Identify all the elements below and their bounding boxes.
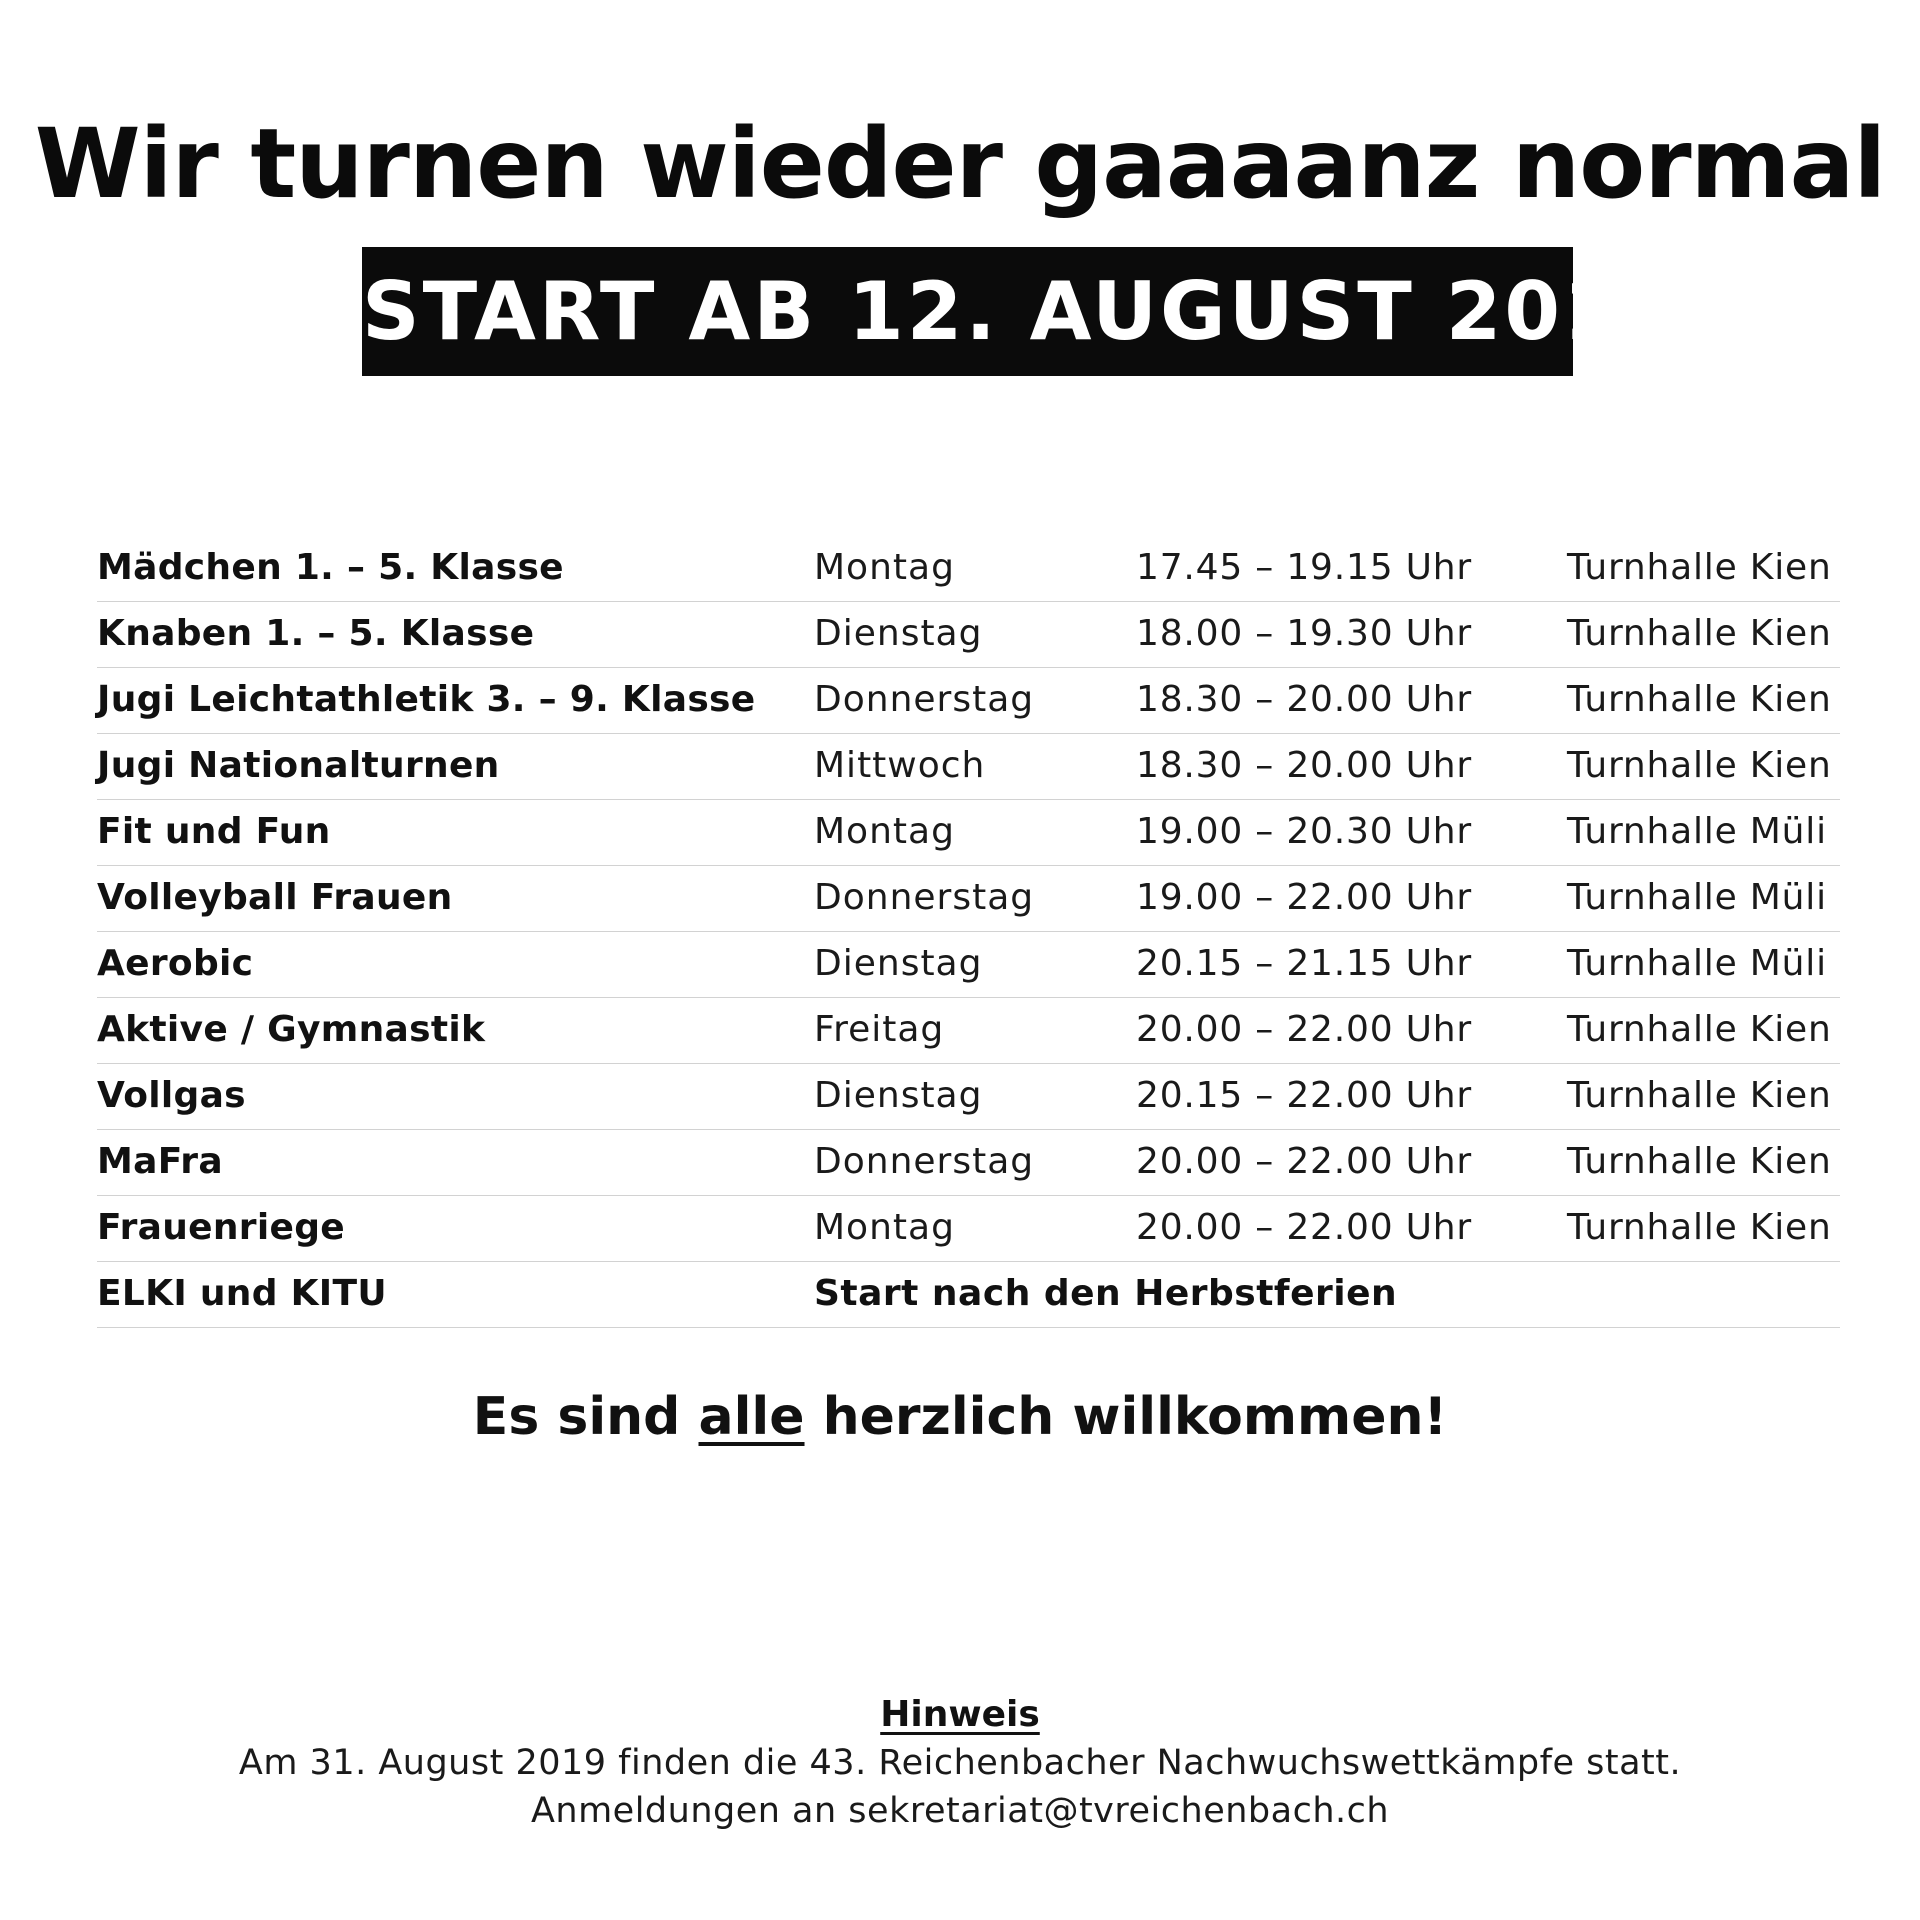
notice-line-registration: Anmeldungen an sekretariat@tvreichenbach.ch: [530, 1791, 1390, 1831]
gym-location: Turnhalle Kien: [1567, 1009, 1832, 1050]
group-name: ELKI und KITU: [97, 1273, 387, 1314]
time-range: 18.30 – 20.00 Uhr: [1136, 745, 1473, 786]
schedule-row: [97, 800, 1840, 866]
schedule-row: [97, 1196, 1840, 1262]
gym-location: Turnhalle Kien: [1567, 1141, 1832, 1182]
schedule-row: [97, 602, 1840, 668]
time-range: 20.00 – 22.00 Uhr: [1136, 1009, 1473, 1050]
gym-location: Turnhalle Müli: [1567, 877, 1827, 918]
group-name: Knaben 1. – 5. Klasse: [97, 613, 535, 654]
weekday: Donnerstag: [814, 877, 1035, 918]
group-name: Aerobic: [97, 943, 254, 984]
schedule-note: Start nach den Herbstferien: [814, 1273, 1398, 1314]
weekday: Donnerstag: [814, 1141, 1035, 1182]
weekday: Mittwoch: [814, 745, 986, 786]
gym-location: Turnhalle Kien: [1567, 1207, 1832, 1248]
training-schedule: [97, 536, 1840, 1328]
welcome-text-before: Es sind: [472, 1387, 699, 1447]
schedule-row: [97, 932, 1840, 998]
schedule-row: [97, 536, 1840, 602]
time-range: 19.00 – 20.30 Uhr: [1136, 811, 1473, 852]
time-range: 20.00 – 22.00 Uhr: [1136, 1141, 1473, 1182]
group-name: Frauenriege: [97, 1207, 346, 1248]
welcome-message: [0, 1382, 1920, 1452]
gym-location: Turnhalle Kien: [1567, 745, 1832, 786]
weekday: Dienstag: [814, 1075, 983, 1116]
time-range: 18.00 – 19.30 Uhr: [1136, 613, 1473, 654]
weekday: Montag: [814, 547, 955, 588]
group-name: Mädchen 1. – 5. Klasse: [97, 547, 564, 588]
group-name: Aktive / Gymnastik: [97, 1009, 486, 1050]
gym-location: Turnhalle Kien: [1567, 613, 1832, 654]
headline: Wir turnen wieder gaaaanz normal: [34, 108, 1886, 220]
time-range: 18.30 – 20.00 Uhr: [1136, 679, 1473, 720]
gym-location: Turnhalle Kien: [1567, 1075, 1832, 1116]
schedule-row: [97, 1064, 1840, 1130]
gym-location: Turnhalle Müli: [1567, 811, 1827, 852]
notice-heading: [0, 1692, 1920, 1738]
weekday: Montag: [814, 1207, 955, 1248]
weekday: Dienstag: [814, 613, 983, 654]
weekday: Dienstag: [814, 943, 983, 984]
schedule-row: [97, 998, 1840, 1064]
gym-location: Turnhalle Kien: [1567, 679, 1832, 720]
time-range: 20.15 – 22.00 Uhr: [1136, 1075, 1473, 1116]
weekday: Freitag: [814, 1009, 945, 1050]
time-range: 20.15 – 21.15 Uhr: [1136, 943, 1473, 984]
start-date-banner: START AB 12. AUGUST 2019: [362, 247, 1573, 376]
time-range: 19.00 – 22.00 Uhr: [1136, 877, 1473, 918]
notice-heading-text: Hinweis: [880, 1694, 1040, 1735]
gym-location: Turnhalle Kien: [1567, 547, 1832, 588]
group-name: Jugi Nationalturnen: [97, 745, 500, 786]
time-range: 20.00 – 22.00 Uhr: [1136, 1207, 1473, 1248]
gym-location: Turnhalle Müli: [1567, 943, 1827, 984]
group-name: Vollgas: [97, 1075, 246, 1116]
schedule-row: [97, 1262, 1840, 1328]
time-range: 17.45 – 19.15 Uhr: [1136, 547, 1473, 588]
welcome-text-after: herzlich willkommen!: [804, 1387, 1448, 1447]
group-name: MaFra: [97, 1141, 223, 1182]
group-name: Volleyball Frauen: [97, 877, 453, 918]
group-name: Fit und Fun: [97, 811, 331, 852]
welcome-emphasis: alle: [698, 1387, 805, 1447]
group-name: Jugi Leichtathletik 3. – 9. Klasse: [97, 679, 756, 720]
notice-line-event: Am 31. August 2019 finden die 43. Reichenbacher Nachwuchswettkämpfe statt.: [238, 1743, 1682, 1783]
schedule-row: [97, 866, 1840, 932]
schedule-row: [97, 1130, 1840, 1196]
schedule-row: [97, 668, 1840, 734]
schedule-row: [97, 734, 1840, 800]
weekday: Montag: [814, 811, 955, 852]
weekday: Donnerstag: [814, 679, 1035, 720]
